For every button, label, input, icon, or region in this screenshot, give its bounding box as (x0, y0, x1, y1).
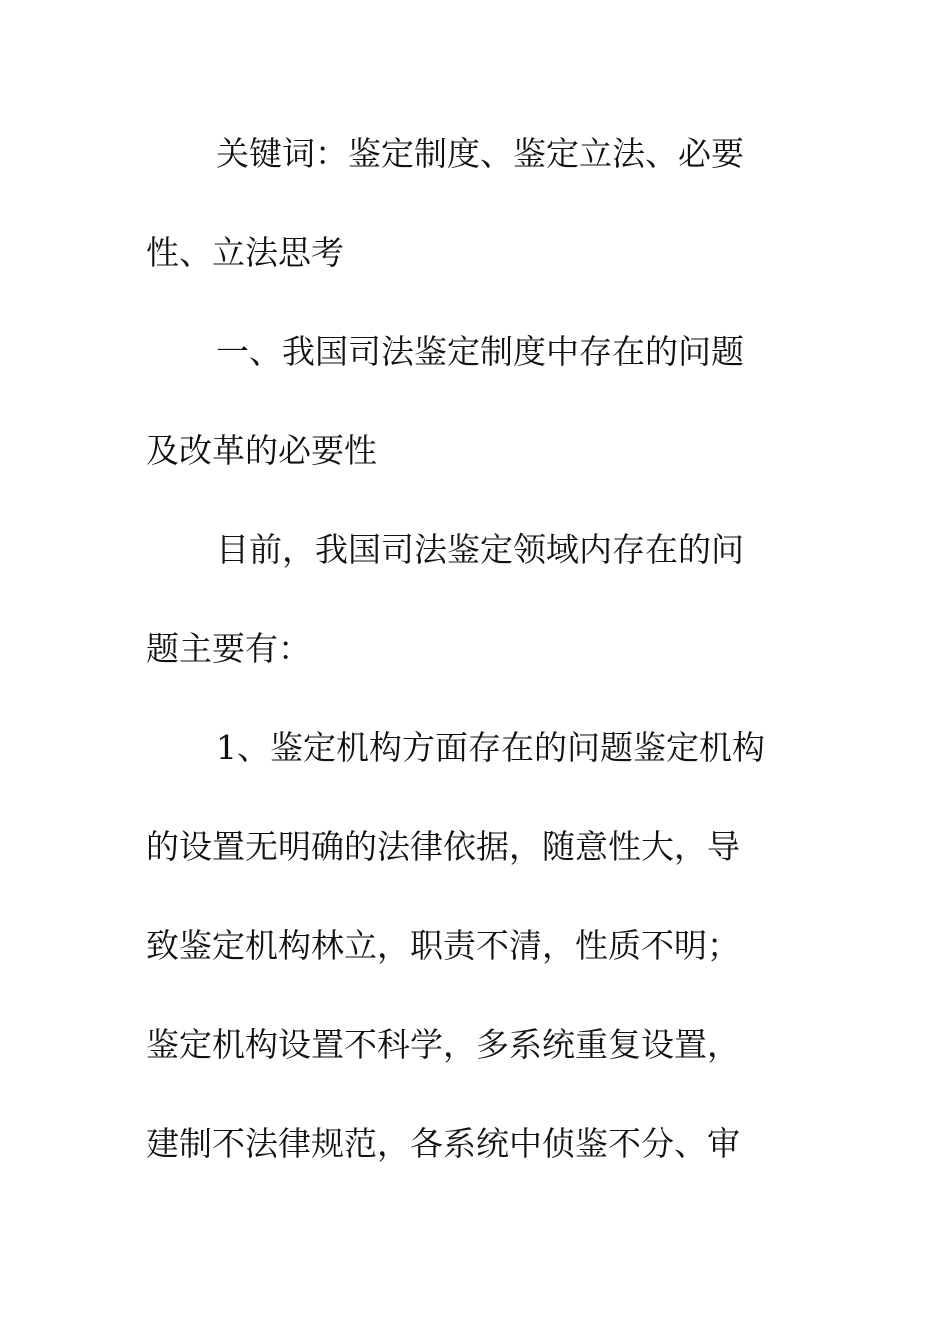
keywords-line-1: 关键词：鉴定制度、鉴定立法、必要 (216, 134, 744, 173)
paragraph-line-2: 题主要有： (146, 629, 311, 668)
item-1-line-3: 致鉴定机构林立，职责不清，性质不明； (146, 926, 740, 965)
item-1-line-5: 建制不法律规范，各系统中侦鉴不分、审 (146, 1124, 740, 1163)
keywords-line-2: 性、立法思考 (146, 233, 344, 272)
item-1-line-4: 鉴定机构设置不科学，多系统重复设置， (146, 1025, 740, 1064)
paragraph-line-1: 目前，我国司法鉴定领域内存在的问 (216, 530, 744, 569)
item-1-line-1: 1、鉴定机构方面存在的问题鉴定机构 (216, 728, 765, 767)
item-1-line-2: 的设置无明确的法律依据，随意性大，导 (146, 827, 740, 866)
section-heading-line-2: 及改革的必要性 (146, 431, 377, 470)
section-heading-line-1: 一、我国司法鉴定制度中存在的问题 (216, 332, 744, 371)
